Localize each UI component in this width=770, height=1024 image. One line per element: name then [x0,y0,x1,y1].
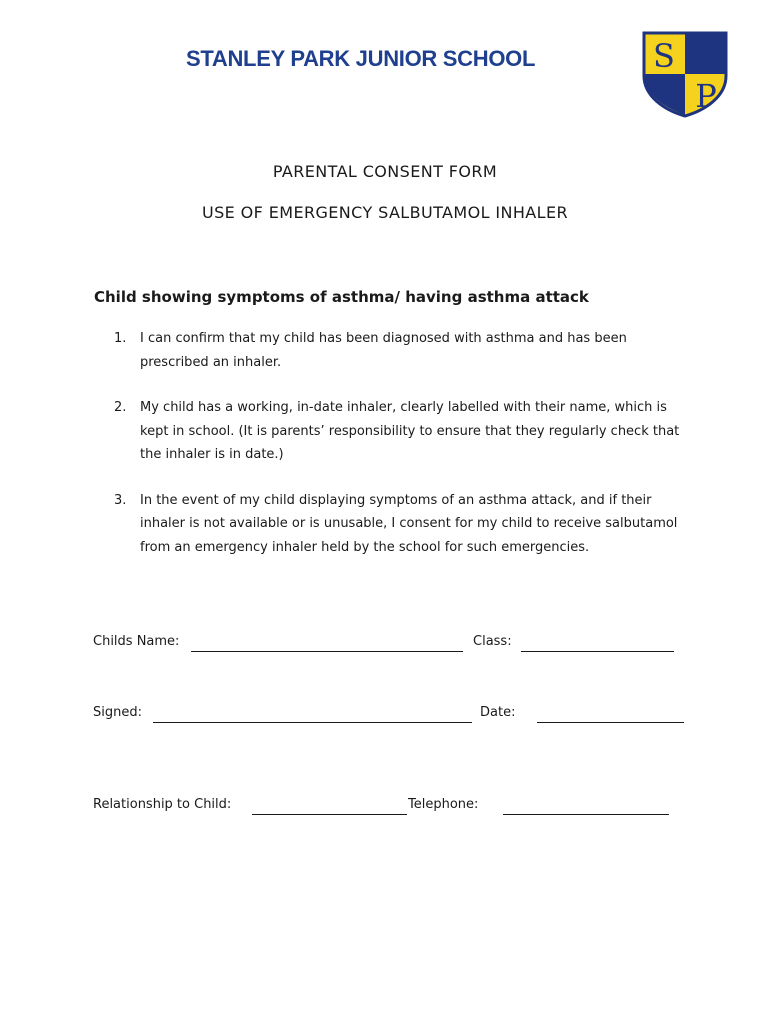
class-label: Class: [473,634,512,649]
childs-name-field[interactable] [191,636,463,652]
form-subtitle: USE OF EMERGENCY SALBUTAMOL INHALER [202,203,568,222]
consent-item [114,396,694,467]
telephone-field[interactable] [503,799,669,815]
signed-label: Signed: [93,705,142,720]
item-number: 1. [114,331,127,346]
item-text: My child has a working, in-date inhaler, clearly labelled with their name, which is kept in school. (It is parents’ responsibility to ensure that they regularly check that the inhaler is in date.) [140,400,680,462]
crest-letter-p: P [695,77,717,115]
school-name: STANLEY PARK JUNIOR SCHOOL [186,46,536,71]
item-text: In the event of my child displaying symptoms of an asthma attack, and if their inhaler is not available or is unusable, I consent for my child to receive salbutamol from an emergency inhaler held by the school for such emergencies. [140,492,678,555]
consent-item [114,489,694,560]
school-crest-logo [640,30,730,118]
item-text: I can confirm that my child has been diagnosed with asthma and has been prescribed an inhaler. [140,331,627,370]
relationship-field[interactable] [252,799,407,815]
date-field[interactable] [537,707,684,723]
telephone-label: Telephone: [408,797,479,812]
item-number: 3. [114,492,127,508]
consent-statements [114,327,694,581]
class-field[interactable] [521,636,674,652]
childs-name-label: Childs Name: [93,634,180,649]
section-heading: Child showing symptoms of asthma/ having asthma attack [94,288,589,306]
date-label: Date: [480,705,516,720]
relationship-label: Relationship to Child: [93,797,232,812]
crest-letter-s: S [653,37,675,75]
signature-field[interactable] [153,707,472,723]
item-number: 2. [114,400,127,415]
consent-item [114,327,694,374]
form-title: PARENTAL CONSENT FORM [272,162,498,181]
